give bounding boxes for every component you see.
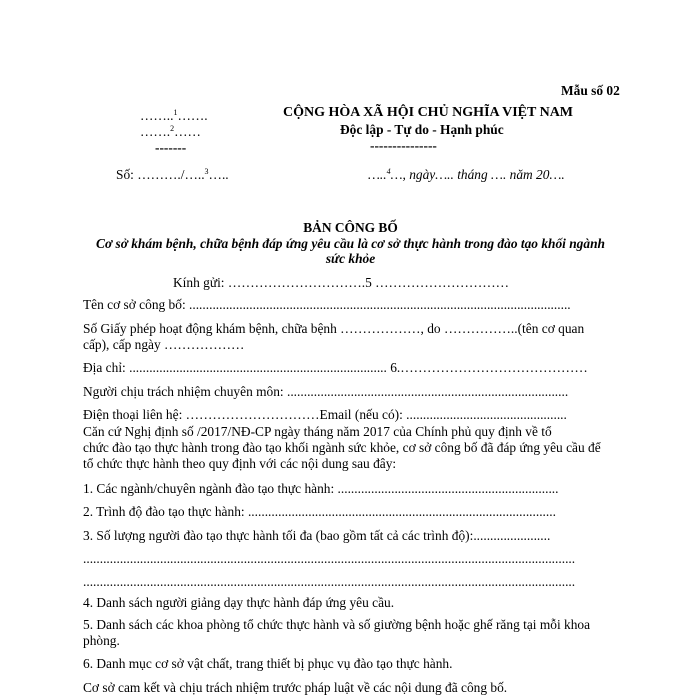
responsible-person-field: Người chịu trách nhiệm chuyên môn: .................................................................................... xyxy=(83,384,569,399)
national-motto: Độc lập - Tự do - Hạnh phúc xyxy=(340,122,504,137)
document-date: …..$^4$…, ngày….. tháng …. năm 20…. xyxy=(368,167,565,182)
agency-dash: ------- xyxy=(155,140,187,155)
legal-basis-line-3: tổ chức thực hành theo quy định với các nội dung sau đây: xyxy=(83,456,397,471)
item-2: 2. Trình độ đào tạo thực hành: ............................................................................................ xyxy=(83,504,556,519)
item-1: 1. Các ngành/chuyên ngành đào tạo thực hành: .................................................................. xyxy=(83,481,559,496)
motto-dash: --------------- xyxy=(370,138,437,153)
agency-line-2: …….$^2$…… xyxy=(140,124,201,139)
address-field: Địa chỉ: ............................................................................. 6.…………………………………… xyxy=(83,360,588,375)
commitment-statement: Cơ sở cam kết và chịu trách nhiệm trước pháp luật về các nội dung đã công bố. xyxy=(83,680,508,695)
legal-basis-line-2: chức đào tạo thực hành trong đào tạo khối ngành sức khỏe, cơ sở công bố đã đáp ứng yêu cầu để xyxy=(83,440,601,455)
item-4: 4. Danh sách người giảng dạy thực hành đáp ứng yêu cầu. xyxy=(83,595,395,610)
document-number: Số: ………./…..$^3$….. xyxy=(116,167,229,182)
contact-field: Điện thoại liên hệ: …………………………Email (nếu có): ................................................ xyxy=(83,407,567,422)
license-field-line-2: cấp), cấp ngày ……………… xyxy=(83,337,245,352)
form-number: Mẫu số 02 xyxy=(561,83,620,98)
facility-name-field: Tên cơ sở công bố: .................................................................................................................. xyxy=(83,297,571,312)
item-5-line-1: 5. Danh sách các khoa phòng tổ chức thực hành và số giường bệnh hoặc ghế răng tại mỗi khoa xyxy=(83,617,591,632)
item-3: 3. Số lượng người đào tạo thực hành tối đa (bao gồm tất cả các trình độ):....................... xyxy=(83,528,551,543)
dotted-line-2: ................................................................................................................................................... xyxy=(83,574,576,589)
recipient-line: Kính gửi: ………………………….5 ………………………… xyxy=(173,275,510,290)
document-subtitle-line-2: sức khỏe xyxy=(325,251,376,266)
item-5-line-2: phòng. xyxy=(83,633,120,648)
legal-basis-line-1: Căn cứ Nghị định số /2017/NĐ-CP ngày tháng năm 2017 của Chính phủ quy định về tổ xyxy=(83,424,552,439)
country-name: CỘNG HÒA XÃ HỘI CHỦ NGHĨA VIỆT NAM xyxy=(283,105,574,120)
item-6: 6. Danh mục cơ sở vật chất, trang thiết bị phục vụ đào tạo thực hành. xyxy=(83,656,453,671)
document-subtitle-line-1: Cơ sở khám bệnh, chữa bệnh đáp ứng yêu cầu là cơ sở thực hành trong đào tạo khối ngành xyxy=(96,236,605,251)
license-field-line-1: Số Giấy phép hoạt động khám bệnh, chữa bệnh ………………, do ……………..(tên cơ quan xyxy=(83,321,585,336)
document-title: BẢN CÔNG BỐ xyxy=(303,220,398,235)
dotted-line-1: ................................................................................................................................................... xyxy=(83,551,576,566)
agency-line-1: ……..$^1$……. xyxy=(140,108,208,123)
